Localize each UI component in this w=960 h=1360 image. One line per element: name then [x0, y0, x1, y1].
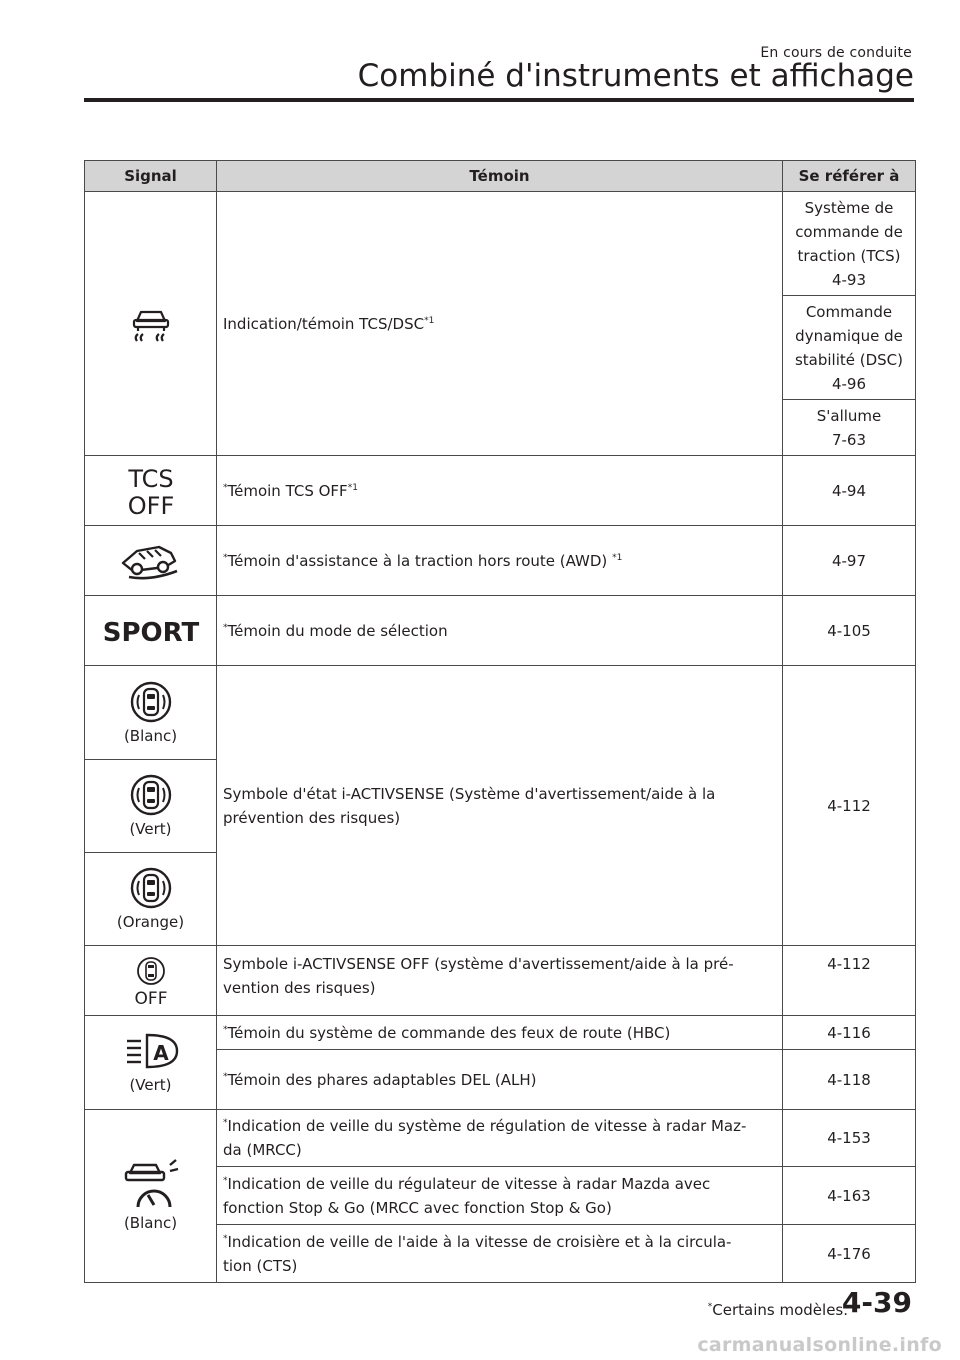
activsense-icon	[129, 866, 173, 910]
signal-cell	[85, 946, 217, 1016]
table-row	[85, 1110, 916, 1167]
temoin-text: Symbole d'état i-ACTIVSENSE (Système d'avertissement/aide à la	[223, 784, 716, 803]
ref-page: 4-94	[831, 481, 867, 500]
temoin-text: Symbole i-ACTIVSENSE OFF (système d'avertissement/aide à la pré-	[223, 955, 734, 973]
offroad-traction-icon	[119, 541, 183, 581]
signal-cell	[85, 1110, 217, 1283]
footnote-text: Certains modèles.	[712, 1301, 848, 1319]
section-label: En cours de conduite	[760, 45, 912, 61]
signal-table	[84, 160, 916, 1283]
ref-line: commande de	[795, 222, 903, 241]
temoin-cell	[217, 1050, 783, 1110]
cruise-standby-icon	[120, 1159, 182, 1211]
color-label: (Blanc)	[123, 1214, 178, 1232]
color-label: (Blanc)	[123, 726, 178, 745]
reference-cell	[783, 1016, 916, 1050]
reference-cell	[783, 456, 916, 526]
ref-page: 4-176	[827, 1244, 871, 1263]
ref-line: S'allume	[816, 406, 882, 425]
tcs-off-icon	[123, 464, 179, 518]
temoin-cell	[217, 1167, 783, 1225]
signal-cell	[85, 853, 217, 946]
temoin-text: Indication/témoin TCS/DSC	[223, 314, 425, 333]
temoin-text: tion (CTS)	[223, 1256, 298, 1275]
signal-cell	[85, 760, 217, 853]
temoin-text: Témoin des phares adaptables DEL (ALH)	[227, 1070, 537, 1089]
temoin-text: Témoin du mode de sélection	[227, 621, 448, 640]
temoin-text: prévention des risques)	[223, 808, 401, 827]
table-row	[85, 526, 916, 596]
table-row	[85, 192, 916, 296]
temoin-text: Témoin du système de commande des feux de route (HBC)	[227, 1023, 671, 1042]
temoin-cell	[217, 192, 783, 456]
ref-line: Commande	[805, 302, 893, 321]
page-number: 4-39	[841, 1286, 912, 1319]
reference-cell	[783, 1225, 916, 1283]
signal-cell	[85, 456, 217, 526]
temoin-text: Témoin d'assistance à la traction hors route (AWD)	[227, 551, 613, 570]
ref-page: 4-96	[831, 374, 867, 393]
table-row	[85, 596, 916, 666]
temoin-text: Indication de veille du système de régulation de vitesse à radar Maz-	[227, 1117, 747, 1135]
note-marker: *1	[424, 315, 435, 326]
signal-cell	[85, 192, 217, 456]
model-star: *	[223, 1118, 228, 1128]
footnote	[708, 1301, 848, 1319]
table-row	[85, 666, 916, 760]
reference-cell	[783, 1167, 916, 1225]
temoin-cell	[217, 526, 783, 596]
temoin-text: Témoin TCS OFF	[227, 481, 348, 500]
temoin-text: Indication de veille de l'aide à la vitesse de croisière et à la circula-	[227, 1232, 732, 1251]
ref-page: 4-116	[827, 1023, 871, 1042]
activsense-off-icon	[131, 956, 171, 1006]
icon-text: SPORT	[102, 617, 199, 647]
color-label: (Orange)	[116, 913, 185, 931]
sport-mode-icon	[101, 615, 201, 647]
reference-cell	[783, 400, 916, 456]
signal-cell	[85, 1016, 217, 1110]
page-title: Combiné d'instruments et affichage	[357, 58, 914, 94]
temoin-cell	[217, 1016, 783, 1050]
model-star: *	[223, 1071, 228, 1082]
signal-cell	[85, 666, 217, 760]
note-marker: *1	[347, 482, 358, 493]
note-marker: *1	[612, 552, 623, 563]
col-header-reference: Se référer à	[783, 161, 916, 192]
table-row	[85, 946, 916, 1016]
temoin-cell	[217, 666, 783, 946]
model-star: *	[223, 552, 228, 563]
ref-line: stabilité (DSC)	[794, 350, 904, 369]
reference-cell	[783, 596, 916, 666]
watermark: carmanualsonline.info	[697, 1334, 942, 1356]
temoin-cell	[217, 456, 783, 526]
table-row	[85, 1016, 916, 1050]
table-header-row	[85, 161, 916, 192]
reference-cell	[783, 946, 916, 1016]
icon-text-top: TCS	[127, 464, 174, 493]
model-star: *	[223, 1233, 228, 1244]
color-label: (Vert)	[129, 1075, 172, 1094]
temoin-cell	[217, 1225, 783, 1283]
reference-cell	[783, 526, 916, 596]
footnote-star: *	[707, 1302, 713, 1312]
temoin-cell	[217, 946, 783, 1016]
ref-page: 4-163	[827, 1186, 871, 1205]
signal-cell	[85, 596, 217, 666]
ref-line: traction (TCS)	[797, 246, 901, 265]
reference-cell	[783, 666, 916, 946]
temoin-text: Indication de veille du régulateur de vitesse à radar Mazda avec	[227, 1174, 711, 1193]
ref-line: dynamique de	[795, 326, 903, 345]
icon-letter: A	[152, 1040, 169, 1065]
col-header-temoin: Témoin	[217, 161, 783, 192]
ref-page: 4-105	[827, 621, 871, 640]
col-header-signal: Signal	[85, 161, 217, 192]
reference-cell	[783, 192, 916, 296]
temoin-text: da (MRCC)	[223, 1141, 302, 1159]
ref-page: 7-63	[831, 430, 867, 449]
model-star: *	[223, 1024, 228, 1035]
reference-cell	[783, 296, 916, 400]
reference-cell	[783, 1050, 916, 1110]
activsense-icon	[129, 680, 173, 724]
model-star: *	[223, 482, 228, 493]
model-star: *	[223, 622, 228, 633]
temoin-cell	[217, 596, 783, 666]
reference-cell	[783, 1110, 916, 1167]
ref-page: 4-97	[831, 551, 867, 570]
signal-cell	[85, 526, 217, 596]
ref-page: 4-118	[827, 1070, 871, 1089]
icon-text-bottom: OFF	[127, 491, 174, 518]
activsense-icon	[129, 773, 173, 817]
header-rule	[84, 98, 914, 102]
ref-line: Système de	[804, 198, 894, 217]
ref-page: 4-93	[831, 270, 867, 289]
temoin-text: fonction Stop & Go (MRCC avec fonction Stop & Go)	[223, 1198, 612, 1217]
auto-headlight-icon	[119, 1031, 183, 1073]
color-label: (Vert)	[129, 820, 172, 838]
table-row	[85, 456, 916, 526]
temoin-cell	[217, 1110, 783, 1167]
ref-page: 4-153	[827, 1129, 871, 1147]
icon-text: OFF	[134, 988, 167, 1006]
model-star: *	[223, 1175, 228, 1186]
traction-control-icon	[128, 304, 174, 344]
ref-page: 4-112	[827, 796, 871, 815]
ref-page: 4-112	[827, 955, 871, 973]
temoin-text: vention des risques)	[223, 979, 376, 997]
